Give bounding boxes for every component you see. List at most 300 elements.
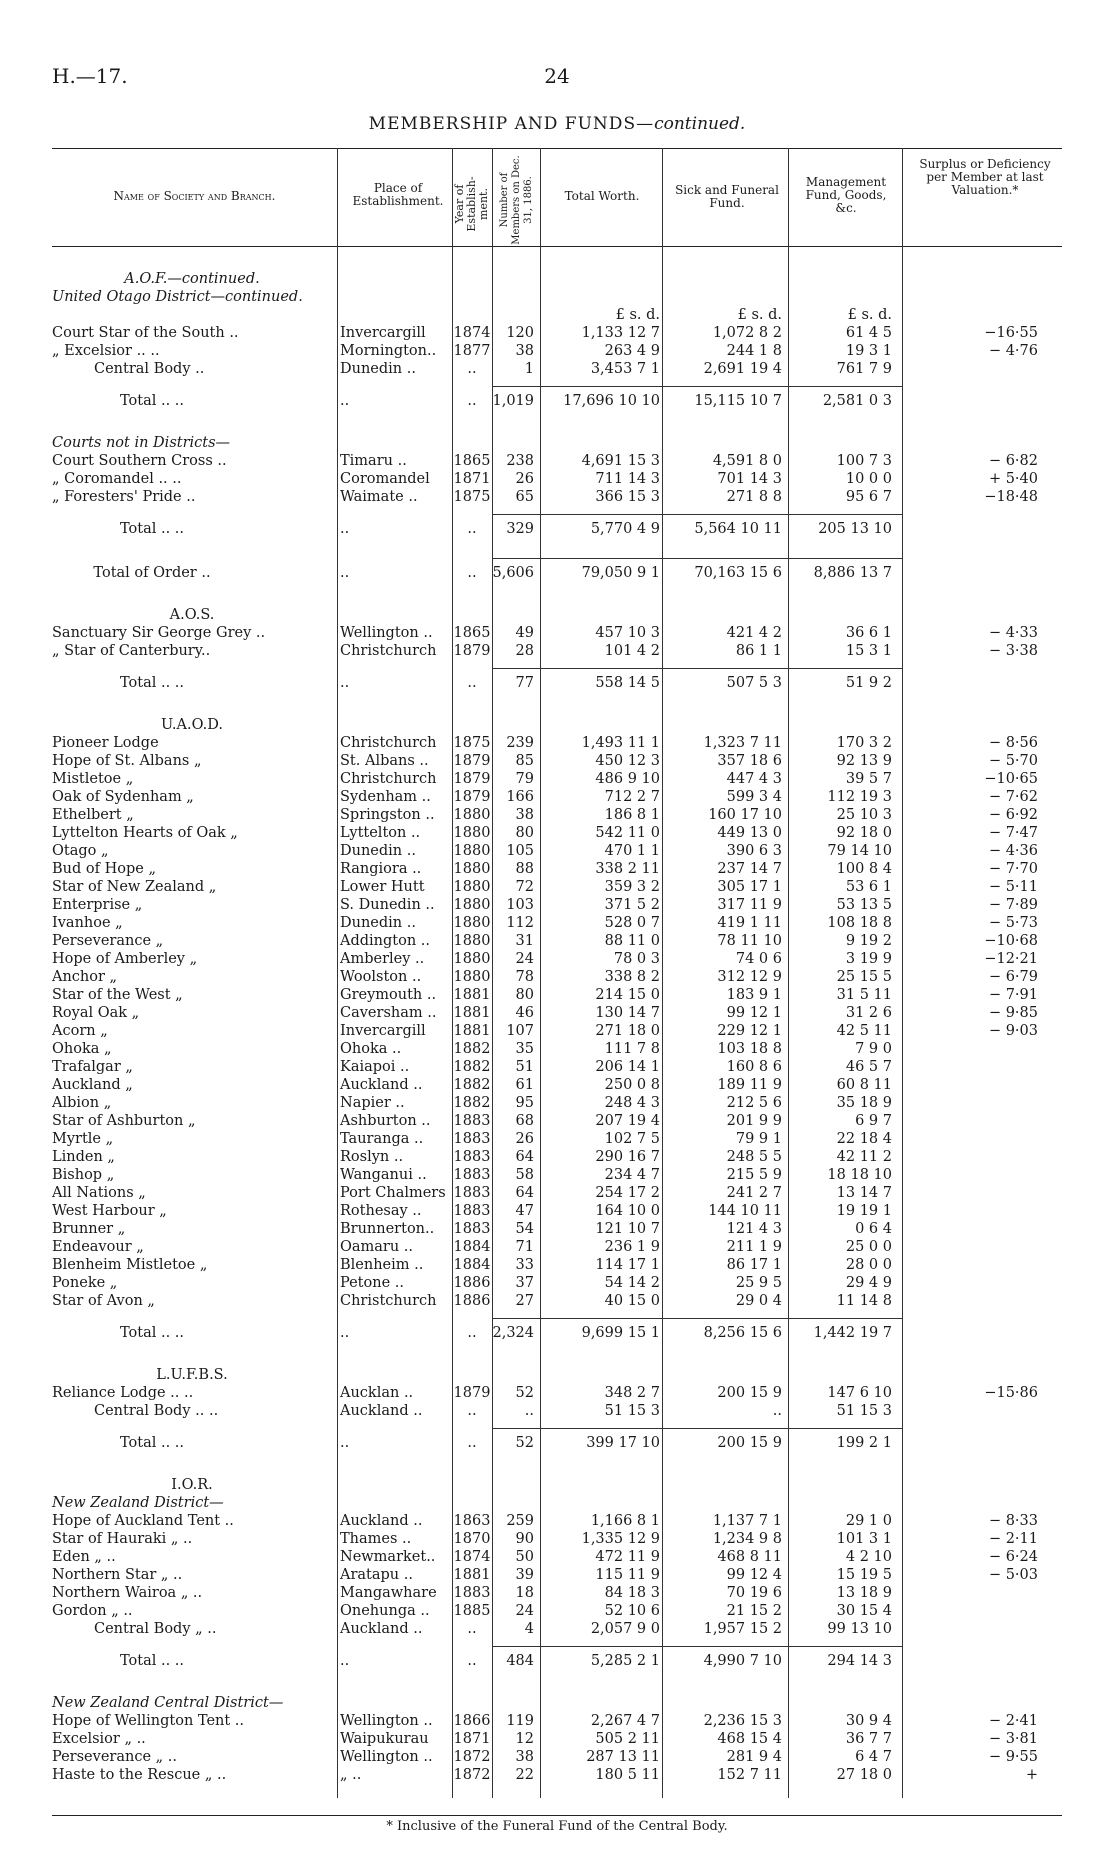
cell-mgmt: 25 15 5: [836, 969, 892, 985]
col-place: Place of Establishment.: [352, 181, 444, 208]
cell-mem: 52: [515, 1435, 534, 1451]
cell-worth: 254 17 2: [595, 1185, 660, 1201]
cell-mgmt: 3 19 9: [845, 951, 892, 967]
cell-worth: 1,166 8 1: [590, 1513, 660, 1529]
cell-mem: 28: [515, 643, 534, 659]
col-members: Number of Members on Dec. 31, 1886.: [499, 155, 534, 245]
cell-name: „ Foresters' Pride ..: [52, 489, 196, 505]
table-row: [52, 1076, 1062, 1094]
col-surplus: Surplus or Deficiency per Member at last Valuation.*: [919, 157, 1051, 197]
cell-year: 1880: [453, 933, 491, 949]
total-rule: [492, 1646, 902, 1647]
cell-sick: 144 10 11: [708, 1203, 782, 1219]
cell-mem: 103: [506, 897, 534, 913]
cell-name: Star of Ashburton „: [52, 1113, 196, 1129]
cell-surp: − 3·81: [988, 1731, 1038, 1747]
cell-sick: 4,990 7 10: [703, 1653, 782, 1669]
cell-surp: − 4·36: [988, 843, 1038, 859]
cell-name: A.O.S.: [169, 607, 215, 623]
cell-worth: 102 7 5: [604, 1131, 660, 1147]
cell-sick: 103 18 8: [717, 1041, 782, 1057]
table-row: [52, 642, 1062, 660]
table-row: [52, 606, 1062, 624]
table-row: [52, 1512, 1062, 1530]
table-row: [52, 1566, 1062, 1584]
cell-sick: 281 9 4: [726, 1749, 782, 1765]
cell-surp: −12·21: [984, 951, 1038, 967]
cell-worth: 115 11 9: [595, 1567, 660, 1583]
cell-worth: 5,770 4 9: [590, 521, 660, 537]
cell-mgmt: 27 18 0: [836, 1767, 892, 1783]
cell-name: Acorn „: [52, 1023, 108, 1039]
cell-mgmt: 13 18 9: [836, 1585, 892, 1601]
cell-mgmt: 101 3 1: [836, 1531, 892, 1547]
cell-name: West Harbour „: [52, 1203, 167, 1219]
cell-place: Caversham ..: [340, 1005, 437, 1021]
cell-year: 1883: [453, 1113, 491, 1129]
cell-mgmt: 15 19 5: [836, 1567, 892, 1583]
cell-sick: 78 11 10: [717, 933, 782, 949]
cell-mem: 5,606: [492, 565, 534, 581]
cell-place: Coromandel: [340, 471, 430, 487]
cell-surp: − 7·62: [988, 789, 1038, 805]
col-year: Year of Establish-ment.: [453, 176, 490, 232]
table-row: [52, 932, 1062, 950]
cell-mgmt: 7 9 0: [855, 1041, 892, 1057]
cell-mem: 49: [515, 625, 534, 641]
cell-year: 1880: [453, 861, 491, 877]
cell-place: Dunedin ..: [340, 361, 416, 377]
cell-place: Roslyn ..: [340, 1149, 404, 1165]
cell-year: 1884: [453, 1239, 491, 1255]
cell-name: Poneke „: [52, 1275, 118, 1291]
cell-mem: 64: [515, 1185, 534, 1201]
cell-place: Tauranga ..: [340, 1131, 424, 1147]
cell-mem: 72: [515, 879, 534, 895]
cell-worth: 78 0 3: [613, 951, 660, 967]
table-row: [52, 1148, 1062, 1166]
cell-place: Rothesay ..: [340, 1203, 422, 1219]
cell-name: Myrtle „: [52, 1131, 114, 1147]
cell-year: 1880: [453, 951, 491, 967]
cell-worth: 287 13 11: [586, 1749, 660, 1765]
cell-surp: − 8·33: [988, 1513, 1038, 1529]
cell-worth: 40 15 0: [604, 1293, 660, 1309]
cell-name: Otago „: [52, 843, 109, 859]
cell-worth: 248 4 3: [604, 1095, 660, 1111]
total-rule: [492, 668, 902, 669]
cell-place: Addington ..: [340, 933, 431, 949]
cell-sick: 1,234 9 8: [712, 1531, 782, 1547]
cell-mem: 50: [515, 1549, 534, 1565]
cell-mem: 65: [515, 489, 534, 505]
cell-mgmt: 9 19 2: [845, 933, 892, 949]
total-row: [52, 392, 1062, 410]
cell-sick: 1,957 15 2: [703, 1621, 782, 1637]
table-row: [52, 1402, 1062, 1420]
cell-place: Napier ..: [340, 1095, 405, 1111]
cell-mem: 31: [515, 933, 534, 949]
cell-surp: − 3·38: [988, 643, 1038, 659]
cell-mgmt: 6 9 7: [855, 1113, 892, 1129]
cell-place: Amberley ..: [340, 951, 425, 967]
cell-mem: 1,019: [492, 393, 534, 409]
cell-name: Ohoka „: [52, 1041, 112, 1057]
cell-sick: 5,564 10 11: [694, 521, 782, 537]
cell-mgmt: 0 6 4: [855, 1221, 892, 1237]
cell-place: Mangawhare: [340, 1585, 437, 1601]
cell-worth: 79,050 9 1: [581, 565, 660, 581]
cell-name: Total .. ..: [119, 521, 185, 537]
table-row: [52, 1766, 1062, 1784]
table-row: [52, 1292, 1062, 1310]
table-row: [52, 1730, 1062, 1748]
cell-surp: − 7·70: [988, 861, 1038, 877]
cell-surp: −15·86: [984, 1385, 1038, 1401]
cell-worth: 505 2 11: [595, 1731, 660, 1747]
cell-worth: 250 0 8: [604, 1077, 660, 1093]
cell-surp: −18·48: [984, 489, 1038, 505]
cell-place: Kaiapoi ..: [340, 1059, 410, 1075]
cell-name: „ Excelsior .. ..: [52, 343, 160, 359]
cell-mgmt: £ s. d.: [847, 307, 892, 323]
cell-mem: 80: [515, 987, 534, 1003]
cell-place: Aucklan ..: [340, 1385, 414, 1401]
cell-place: Christchurch: [340, 1293, 437, 1309]
total-row: [52, 1324, 1062, 1342]
cell-sick: 200 15 9: [717, 1385, 782, 1401]
cell-sick: 305 17 1: [717, 879, 782, 895]
table-row: [52, 1238, 1062, 1256]
table-row: [52, 1256, 1062, 1274]
table-row: [52, 360, 1062, 378]
cell-place: ..: [340, 393, 350, 409]
cell-worth: 88 11 0: [604, 933, 660, 949]
total-rule: [492, 386, 902, 387]
cell-year: 1884: [453, 1257, 491, 1273]
cell-mgmt: 61 4 5: [845, 325, 892, 341]
cell-name: Northern Wairoa „ ..: [52, 1585, 203, 1601]
cell-place: St. Albans ..: [340, 753, 429, 769]
cell-sick: 79 9 1: [735, 1131, 782, 1147]
table-row: [52, 624, 1062, 642]
cell-year: 1883: [453, 1203, 491, 1219]
cell-sick: 74 0 6: [735, 951, 782, 967]
cell-year: ..: [467, 1435, 477, 1451]
cell-mem: 79: [515, 771, 534, 787]
cell-mem: 90: [515, 1531, 534, 1547]
cell-sick: 21 15 2: [726, 1603, 782, 1619]
cell-year: ..: [467, 1621, 477, 1637]
cell-sick: 201 9 9: [726, 1113, 782, 1129]
cell-place: Auckland ..: [340, 1403, 423, 1419]
cell-name: Northern Star „ ..: [52, 1567, 183, 1583]
cell-worth: 236 1 9: [604, 1239, 660, 1255]
cell-surp: − 9·03: [988, 1023, 1038, 1039]
cell-mgmt: 18 18 10: [827, 1167, 892, 1183]
cell-name: Sanctuary Sir George Grey ..: [52, 625, 266, 641]
cell-mgmt: 31 5 11: [836, 987, 892, 1003]
cell-name: Linden „: [52, 1149, 115, 1165]
cell-place: Blenheim ..: [340, 1257, 424, 1273]
col-sick: Sick and Funeral Fund.: [675, 183, 779, 210]
cell-year: 1866: [453, 1713, 491, 1729]
cell-mgmt: 10 0 0: [845, 471, 892, 487]
cell-surp: − 6·92: [988, 807, 1038, 823]
cell-sick: 1,072 8 2: [712, 325, 782, 341]
cell-surp: +: [1025, 1767, 1038, 1783]
cell-mem: 259: [506, 1513, 534, 1529]
cell-surp: − 7·89: [988, 897, 1038, 913]
cell-name: Total .. ..: [119, 393, 185, 409]
cell-sick: 29 0 4: [735, 1293, 782, 1309]
cell-mgmt: 100 8 4: [836, 861, 892, 877]
cell-worth: 84 18 3: [604, 1585, 660, 1601]
cell-worth: 712 2 7: [604, 789, 660, 805]
cell-mem: 120: [506, 325, 534, 341]
cell-name: Star of the West „: [52, 987, 183, 1003]
cell-sick: 70 19 6: [726, 1585, 782, 1601]
cell-surp: −10·68: [984, 933, 1038, 949]
cell-worth: 4,691 15 3: [581, 453, 660, 469]
cell-mgmt: 761 7 9: [836, 361, 892, 377]
cell-year: 1874: [453, 325, 491, 341]
table-row: [52, 1166, 1062, 1184]
cell-mem: 52: [515, 1385, 534, 1401]
cell-worth: £ s. d.: [615, 307, 660, 323]
cell-mem: 61: [515, 1077, 534, 1093]
cell-name: Central Body „ ..: [94, 1621, 217, 1637]
cell-name: Brunner „: [52, 1221, 126, 1237]
cell-mgmt: 35 18 9: [836, 1095, 892, 1111]
cell-mem: 4: [524, 1621, 534, 1637]
table-row: [52, 1494, 1062, 1512]
cell-mem: 329: [506, 521, 534, 537]
cell-sick: 4,591 8 0: [712, 453, 782, 469]
cell-sick: 229 12 1: [717, 1023, 782, 1039]
cell-sick: 25 9 5: [735, 1275, 782, 1291]
cell-mem: 71: [515, 1239, 534, 1255]
cell-mem: 88: [515, 861, 534, 877]
total-row: [52, 564, 1062, 582]
cell-place: Mornington..: [340, 343, 437, 359]
cell-year: ..: [467, 361, 477, 377]
cell-year: 1877: [453, 343, 491, 359]
cell-mem: 18: [515, 1585, 534, 1601]
cell-mem: 26: [515, 471, 534, 487]
cell-mgmt: 79 14 10: [827, 843, 892, 859]
table-row: [52, 806, 1062, 824]
total-row: [52, 1434, 1062, 1452]
cell-mgmt: 51 15 3: [836, 1403, 892, 1419]
cell-place: Petone ..: [340, 1275, 404, 1291]
cell-mem: 119: [506, 1713, 534, 1729]
cell-worth: 290 16 7: [595, 1149, 660, 1165]
table-row: [52, 1712, 1062, 1730]
cell-sick: 449 13 0: [717, 825, 782, 841]
cell-name: Star of New Zealand „: [52, 879, 217, 895]
cell-name: Excelsior „ ..: [52, 1731, 146, 1747]
cell-worth: 528 0 7: [604, 915, 660, 931]
cell-place: Brunnerton..: [340, 1221, 435, 1237]
cell-place: Oamaru ..: [340, 1239, 414, 1255]
cell-mgmt: 99 13 10: [827, 1621, 892, 1637]
cell-year: 1879: [453, 789, 491, 805]
cell-name: „ Star of Canterbury..: [52, 643, 211, 659]
cell-sick: 121 4 3: [726, 1221, 782, 1237]
cell-name: United Otago District—continued.: [52, 289, 303, 305]
cell-mgmt: 108 18 8: [827, 915, 892, 931]
cell-sick: 468 15 4: [717, 1731, 782, 1747]
cell-worth: 130 14 7: [595, 1005, 660, 1021]
cell-worth: 164 10 0: [595, 1203, 660, 1219]
cell-mgmt: 53 6 1: [845, 879, 892, 895]
cell-name: Oak of Sydenham „: [52, 789, 194, 805]
cell-mem: 239: [506, 735, 534, 751]
cell-place: ..: [340, 565, 350, 581]
cell-mem: 47: [515, 1203, 534, 1219]
cell-mem: 26: [515, 1131, 534, 1147]
cell-name: Total .. ..: [119, 1435, 185, 1451]
table-row: [52, 1384, 1062, 1402]
table-row: [52, 1530, 1062, 1548]
total-rule: [492, 514, 902, 515]
cell-surp: − 4·76: [988, 343, 1038, 359]
cell-name: Star of Hauraki „ ..: [52, 1531, 193, 1547]
table-row: [52, 734, 1062, 752]
cell-mgmt: 46 5 7: [845, 1059, 892, 1075]
cell-mem: 1: [524, 361, 534, 377]
cell-year: 1875: [453, 489, 491, 505]
cell-place: Auckland ..: [340, 1077, 423, 1093]
cell-name: Eden „ ..: [52, 1549, 116, 1565]
cell-name: Ethelbert „: [52, 807, 134, 823]
cell-worth: 114 17 1: [595, 1257, 660, 1273]
cell-year: 1881: [453, 1005, 491, 1021]
cell-name: Perseverance „ ..: [52, 1749, 177, 1765]
cell-name: Enterprise „: [52, 897, 143, 913]
cell-mgmt: 30 9 4: [845, 1713, 892, 1729]
cell-worth: 121 10 7: [595, 1221, 660, 1237]
cell-mgmt: 1,442 19 7: [813, 1325, 892, 1341]
cell-mgmt: 28 0 0: [845, 1257, 892, 1273]
cell-place: Sydenham ..: [340, 789, 431, 805]
cell-mgmt: 294 14 3: [827, 1653, 892, 1669]
footnote: * Inclusive of the Funeral Fund of the Central Body.: [386, 1819, 728, 1834]
cell-year: 1880: [453, 915, 491, 931]
table-row: [52, 878, 1062, 896]
cell-mgmt: 100 7 3: [836, 453, 892, 469]
table-row: [52, 1112, 1062, 1130]
cell-place: Christchurch: [340, 771, 437, 787]
cell-worth: 558 14 5: [595, 675, 660, 691]
cell-mem: 105: [506, 843, 534, 859]
cell-sick: 99 12 1: [726, 1005, 782, 1021]
cell-sick: 160 17 10: [708, 807, 782, 823]
cell-mem: 85: [515, 753, 534, 769]
cell-worth: 711 14 3: [595, 471, 660, 487]
cell-worth: 206 14 1: [595, 1059, 660, 1075]
cell-name: Total .. ..: [119, 1325, 185, 1341]
cell-year: 1885: [453, 1603, 491, 1619]
cell-year: 1880: [453, 843, 491, 859]
table-row: [52, 1220, 1062, 1238]
cell-name: Gordon „ ..: [52, 1603, 133, 1619]
cell-year: 1879: [453, 643, 491, 659]
cell-sick: 599 3 4: [726, 789, 782, 805]
cell-sick: £ s. d.: [737, 307, 782, 323]
cell-surp: −16·55: [984, 325, 1038, 341]
cell-name: Court Southern Cross ..: [52, 453, 227, 469]
cell-mgmt: 112 19 3: [827, 789, 892, 805]
cell-name: Total .. ..: [119, 675, 185, 691]
cell-worth: 54 14 2: [604, 1275, 660, 1291]
cell-name: Bud of Hope „: [52, 861, 156, 877]
cell-year: 1880: [453, 807, 491, 823]
cell-name: Star of Avon „: [52, 1293, 155, 1309]
cell-name: Courts not in Districts—: [52, 435, 231, 451]
cell-mgmt: 170 3 2: [836, 735, 892, 751]
cell-place: Ashburton ..: [340, 1113, 431, 1129]
cell-mgmt: 6 4 7: [855, 1749, 892, 1765]
cell-mgmt: 15 3 1: [845, 643, 892, 659]
cell-worth: 52 10 6: [604, 1603, 660, 1619]
cell-sick: 507 5 3: [726, 675, 782, 691]
cell-mem: 238: [506, 453, 534, 469]
cell-place: Rangiora ..: [340, 861, 422, 877]
cell-mem: 38: [515, 343, 534, 359]
table-row: [52, 1548, 1062, 1566]
cell-worth: 399 17 10: [586, 1435, 660, 1451]
cell-year: 1879: [453, 753, 491, 769]
cell-sick: 419 1 11: [717, 915, 782, 931]
cell-year: 1879: [453, 771, 491, 787]
cell-mem: 2,324: [492, 1325, 534, 1341]
table-row: [52, 1620, 1062, 1638]
cell-mgmt: 2,581 0 3: [822, 393, 892, 409]
table-row: [52, 1748, 1062, 1766]
cell-place: ..: [340, 1435, 350, 1451]
cell-worth: 359 3 2: [604, 879, 660, 895]
cell-name: Trafalgar „: [52, 1059, 133, 1075]
cell-year: 1883: [453, 1585, 491, 1601]
cell-place: Invercargill: [340, 325, 426, 341]
cell-place: Lower Hutt: [340, 879, 425, 895]
table-row: [52, 752, 1062, 770]
cell-surp: − 9·85: [988, 1005, 1038, 1021]
table-row: [52, 1130, 1062, 1148]
cell-year: 1880: [453, 969, 491, 985]
cell-name: Mistletoe „: [52, 771, 134, 787]
cell-year: ..: [467, 393, 477, 409]
table-row: [52, 1022, 1062, 1040]
cell-place: Waimate ..: [340, 489, 418, 505]
cell-name: Perseverance „: [52, 933, 164, 949]
cell-sick: 317 11 9: [717, 897, 782, 913]
cell-mem: 33: [515, 1257, 534, 1273]
cell-place: Christchurch: [340, 735, 437, 751]
cell-year: 1881: [453, 1023, 491, 1039]
cell-surp: − 4·33: [988, 625, 1038, 641]
cell-year: 1882: [453, 1041, 491, 1057]
title-continued: continued.: [654, 114, 746, 134]
cell-sick: 70,163 15 6: [694, 565, 782, 581]
table-row: [52, 1694, 1062, 1712]
cell-worth: 450 12 3: [595, 753, 660, 769]
cell-worth: 271 18 0: [595, 1023, 660, 1039]
title-main: MEMBERSHIP AND FUNDS—: [368, 114, 655, 134]
cell-name: Hope of St. Albans „: [52, 753, 202, 769]
